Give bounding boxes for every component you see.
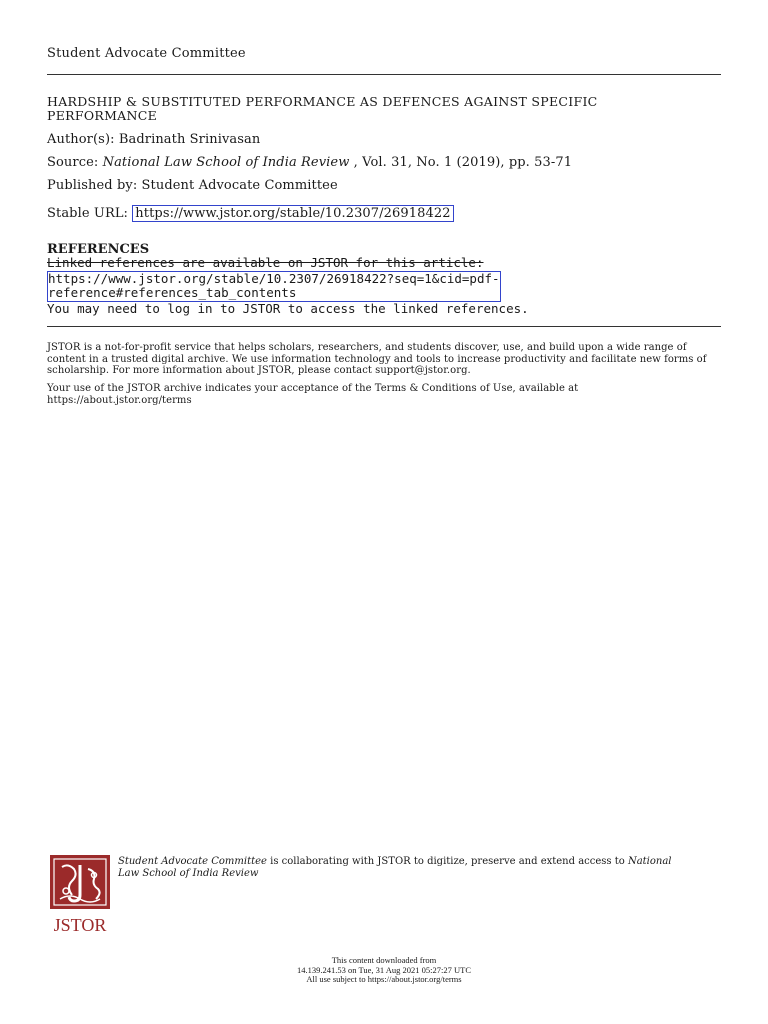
footer-line2: 14.139.241.53 on Tue, 31 Aug 2021 05:27:27 UTC: [296, 964, 472, 975]
references-login-note: You may need to log in to JSTOR to access the linked references.: [47, 300, 529, 316]
collab-journal: National Law School of India Review: [118, 856, 672, 879]
references-link[interactable]: [47, 271, 501, 302]
references-link-line1: https://www.jstor.org/stable/10.2307/26918422?seq=1&cid=pdf-: [48, 270, 500, 286]
download-footer: [0, 956, 768, 985]
source-label: Source:: [47, 155, 103, 170]
footer-line3: All use subject to https://about.jstor.org/terms: [306, 974, 462, 984]
collab-org: Student Advocate Committee: [118, 856, 267, 867]
published-label: Published by:: [47, 178, 142, 193]
stable-url-link[interactable]: https://www.jstor.org/stable/10.2307/26918422: [132, 205, 453, 222]
journal-name: National Law School of India Review: [102, 155, 350, 170]
author-name: Badrinath Srinivasan: [118, 132, 261, 147]
top-divider: [47, 74, 721, 75]
stable-url-label: Stable URL:: [47, 206, 133, 221]
published-line: [47, 178, 338, 194]
stable-url-line: [47, 206, 454, 222]
author-label: Author(s):: [47, 132, 119, 147]
collaboration-note: [118, 856, 678, 879]
collab-text: is collaborating with JSTOR to digitize, preserve and extend access to: [266, 856, 628, 867]
footer-line1: This content downloaded from: [331, 955, 437, 965]
publisher-header: Student Advocate Committee: [47, 46, 246, 61]
published-by: Student Advocate Committee: [141, 178, 338, 193]
middle-divider: [47, 326, 721, 327]
article-title: HARDSHIP & SUBSTITUTED PERFORMANCE AS DEFENCES AGAINST SPECIFIC PERFORMANCE: [47, 94, 598, 123]
references-link-line2: reference#references_tab_contents: [48, 285, 297, 300]
author-line: [47, 132, 260, 148]
source-details: , Vol. 31, No. 1 (2019), pp. 53-71: [349, 155, 573, 170]
jstor-seal-icon: [48, 855, 112, 935]
references-block: [47, 256, 607, 316]
source-line: [47, 155, 572, 171]
jstor-logo: [48, 855, 112, 935]
jstor-wordmark: JSTOR: [53, 915, 107, 935]
references-heading: REFERENCES: [47, 242, 150, 257]
jstor-notice: JSTOR is a not-for-profit service that helps scholars, researchers, and students discover, use, and build upon a wide range of content in a trusted digital archive. We use information technology and tools to increase productivity and facilitate new forms of scholarship. For more information about JSTOR, please contact support@jstor.org.: [47, 342, 707, 376]
terms-notice: Your use of the JSTOR archive indicates your acceptance of the Terms & Conditions of Use, available at https://about.jstor.org/terms: [47, 383, 579, 406]
references-intro: Linked references are available on JSTOR for this article:: [47, 255, 484, 270]
